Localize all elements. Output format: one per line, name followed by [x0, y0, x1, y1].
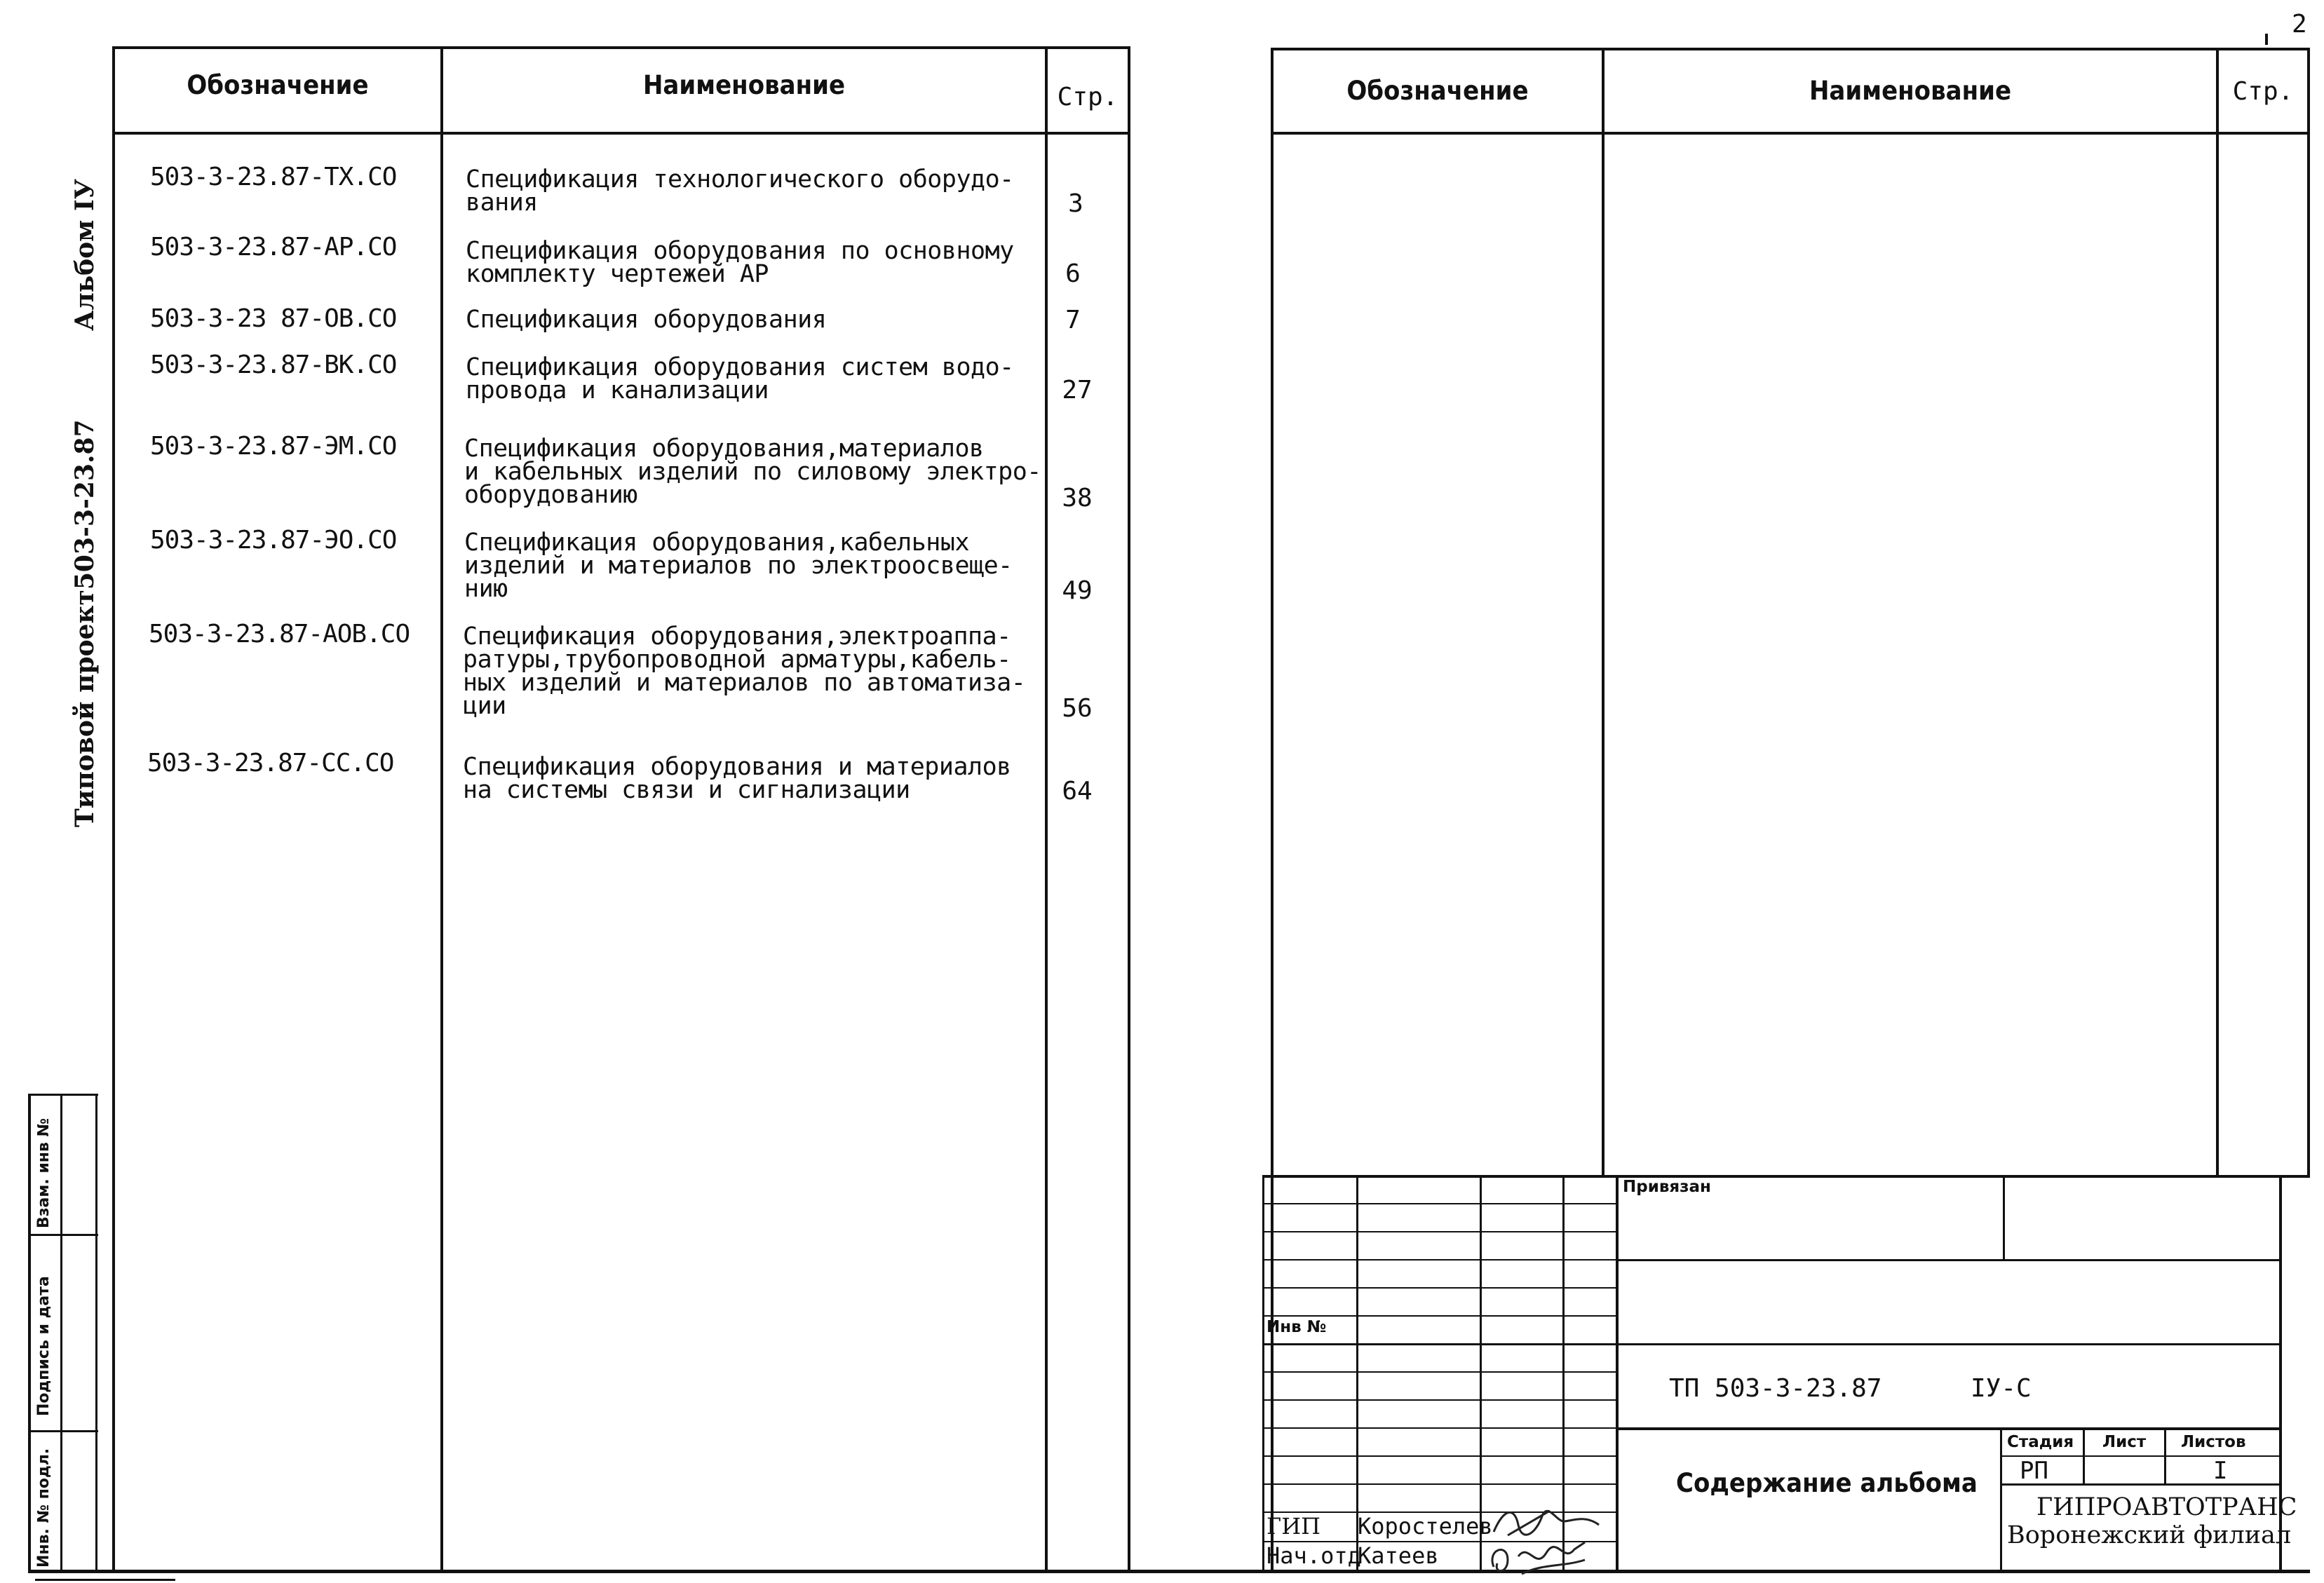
- row-code: 503-3-23.87-ВК.СО: [150, 351, 397, 379]
- frame-top-right: [1271, 48, 2310, 50]
- tb-sheets-label: Листов: [2181, 1433, 2246, 1451]
- signature-head: [1480, 1535, 1599, 1577]
- row-description: Спецификация оборудования и материалов на системы связи и сигнализации: [463, 753, 1011, 804]
- row-description: Спецификация технологического оборудо- вания: [466, 165, 1014, 217]
- row-page: 27: [1062, 376, 1093, 405]
- tb-org-line1: ГИПРОАВТОТРАНС: [2036, 1493, 2297, 1521]
- right-header-bottom: [1271, 132, 2310, 135]
- row-code: 503-3-23.87-ЭО.СО: [150, 526, 397, 555]
- tb-privyazan-sep: [2003, 1175, 2005, 1261]
- row-description: Спецификация оборудования,кабельных изделий и материалов по электроосвеще- нию: [464, 529, 1013, 603]
- tb-document-suffix: IУ-С: [1971, 1374, 2032, 1403]
- left-col-sep-1: [440, 46, 443, 1572]
- right-header-name: Наименование: [1809, 76, 2012, 106]
- project-label: Типовой проект503-3-23.87: [70, 419, 100, 827]
- row-page: 64: [1062, 777, 1093, 806]
- row-page: 7: [1065, 306, 1081, 334]
- tb-grid-row: [1262, 1455, 1617, 1457]
- tb-stage-value: РП: [2020, 1457, 2048, 1485]
- row-code: 503-3-23.87-СС.СО: [147, 749, 394, 777]
- left-col-sep-3: [1128, 46, 1130, 1572]
- sheet-number-tick: [2265, 34, 2268, 45]
- tb-row-privyazan-bottom: [1617, 1259, 2281, 1261]
- row-page: 49: [1062, 576, 1093, 605]
- tb-row-title-top: [1617, 1427, 2281, 1430]
- tb-stage-sep: [2000, 1427, 2002, 1572]
- stamp-inv-replace: Взам. инв №: [35, 1117, 53, 1228]
- frame-left-line: [112, 46, 115, 1572]
- tb-org-line2: Воронежский филиал: [2007, 1521, 2292, 1549]
- frame-bottom-underline: [35, 1579, 175, 1581]
- row-description: Спецификация оборудования,материалов и кабельных изделий по силовому электро- оборудованию: [464, 435, 1041, 509]
- tb-name-gip: Коростелев: [1358, 1513, 1493, 1540]
- tb-document-code: ТП 503-3-23.87: [1669, 1374, 1882, 1403]
- tb-grid-row: [1262, 1371, 1617, 1373]
- tb-grid-row: [1262, 1287, 1617, 1289]
- row-code: 503-3-23.87-АОВ.СО: [149, 620, 410, 648]
- tb-grid-row: [1262, 1399, 1617, 1401]
- tb-privyazan-label: Привязан: [1623, 1178, 1711, 1196]
- frame-bottom: [28, 1570, 2310, 1573]
- row-description: Спецификация оборудования,электроаппа- ратуры,трубопроводной арматуры,кабель- ных изделий и материалов по автоматиза- ции: [463, 623, 1026, 720]
- tb-title: Содержание альбома: [1676, 1468, 1978, 1498]
- left-header-name: Наименование: [642, 70, 846, 100]
- row-code: 503-3-23.87-ТХ.СО: [150, 163, 397, 191]
- tb-top: [1262, 1175, 2310, 1178]
- tb-sheet-label: Лист: [2102, 1433, 2147, 1451]
- tb-grid-row: [1262, 1483, 1617, 1485]
- left-header-page: Стр.: [1057, 83, 1119, 111]
- right-header-page: Стр.: [2232, 77, 2294, 106]
- frame-right-line: [2307, 48, 2310, 1176]
- row-description: Спецификация оборудования по основному комплекту чертежей АР: [466, 237, 1014, 288]
- tb-sheets-value: I: [2213, 1457, 2228, 1485]
- row-code: 503-3-23 87-ОВ.СО: [150, 304, 397, 333]
- tb-stage-label: Стадия: [2007, 1433, 2074, 1451]
- stamp-row-3: [28, 1430, 98, 1432]
- album-label: Альбом IУ: [70, 178, 100, 331]
- stamp-inv-orig: Инв. № подл.: [35, 1448, 53, 1568]
- tb-role-head: Нач.отд: [1266, 1542, 1361, 1569]
- tb-role-gip: ГИП: [1266, 1513, 1320, 1540]
- tb-grid-row: [1262, 1315, 1617, 1317]
- row-description: Спецификация оборудования систем водо- провода и канализации: [466, 353, 1014, 405]
- tb-row-code-top: [1617, 1343, 2281, 1345]
- tb-grid-row: [1262, 1427, 1617, 1429]
- sheet-number: 2: [2292, 10, 2307, 39]
- tb-stage-col-1: [2083, 1427, 2085, 1485]
- tb-grid-row: [1262, 1259, 1617, 1261]
- stamp-sign-date: Подпись и дата: [35, 1276, 53, 1416]
- row-page: 3: [1068, 189, 1083, 218]
- right-header-code: Обозначение: [1346, 76, 1529, 106]
- stamp-row-top: [28, 1094, 98, 1096]
- row-code: 503-3-23.87-АР.СО: [150, 233, 397, 261]
- tb-inv-no-label: Инв №: [1266, 1318, 1327, 1336]
- row-page: 38: [1062, 484, 1093, 512]
- tb-grid-row: [1262, 1203, 1617, 1204]
- right-col-sep-2: [2216, 48, 2219, 1176]
- row-page: 6: [1065, 259, 1081, 288]
- left-header-bottom: [112, 132, 1130, 135]
- stamp-row-2: [28, 1234, 98, 1236]
- tb-grid-row: [1262, 1231, 1617, 1232]
- tb-stage-col-2: [2164, 1427, 2166, 1485]
- row-code: 503-3-23.87-ЭМ.СО: [150, 432, 397, 461]
- left-header-code: Обозначение: [187, 70, 369, 100]
- right-col-sep-1: [1602, 48, 1604, 1176]
- row-description: Спецификация оборудования: [466, 306, 827, 334]
- row-page: 56: [1062, 694, 1093, 723]
- stamp-col-right: [95, 1094, 97, 1572]
- stamp-col-inner: [60, 1094, 62, 1572]
- tb-grid-row-thick: [1262, 1343, 1617, 1345]
- frame-top-left: [112, 46, 1130, 49]
- tb-name-head: Катеев: [1358, 1542, 1439, 1569]
- stamp-col-outer: [28, 1094, 31, 1572]
